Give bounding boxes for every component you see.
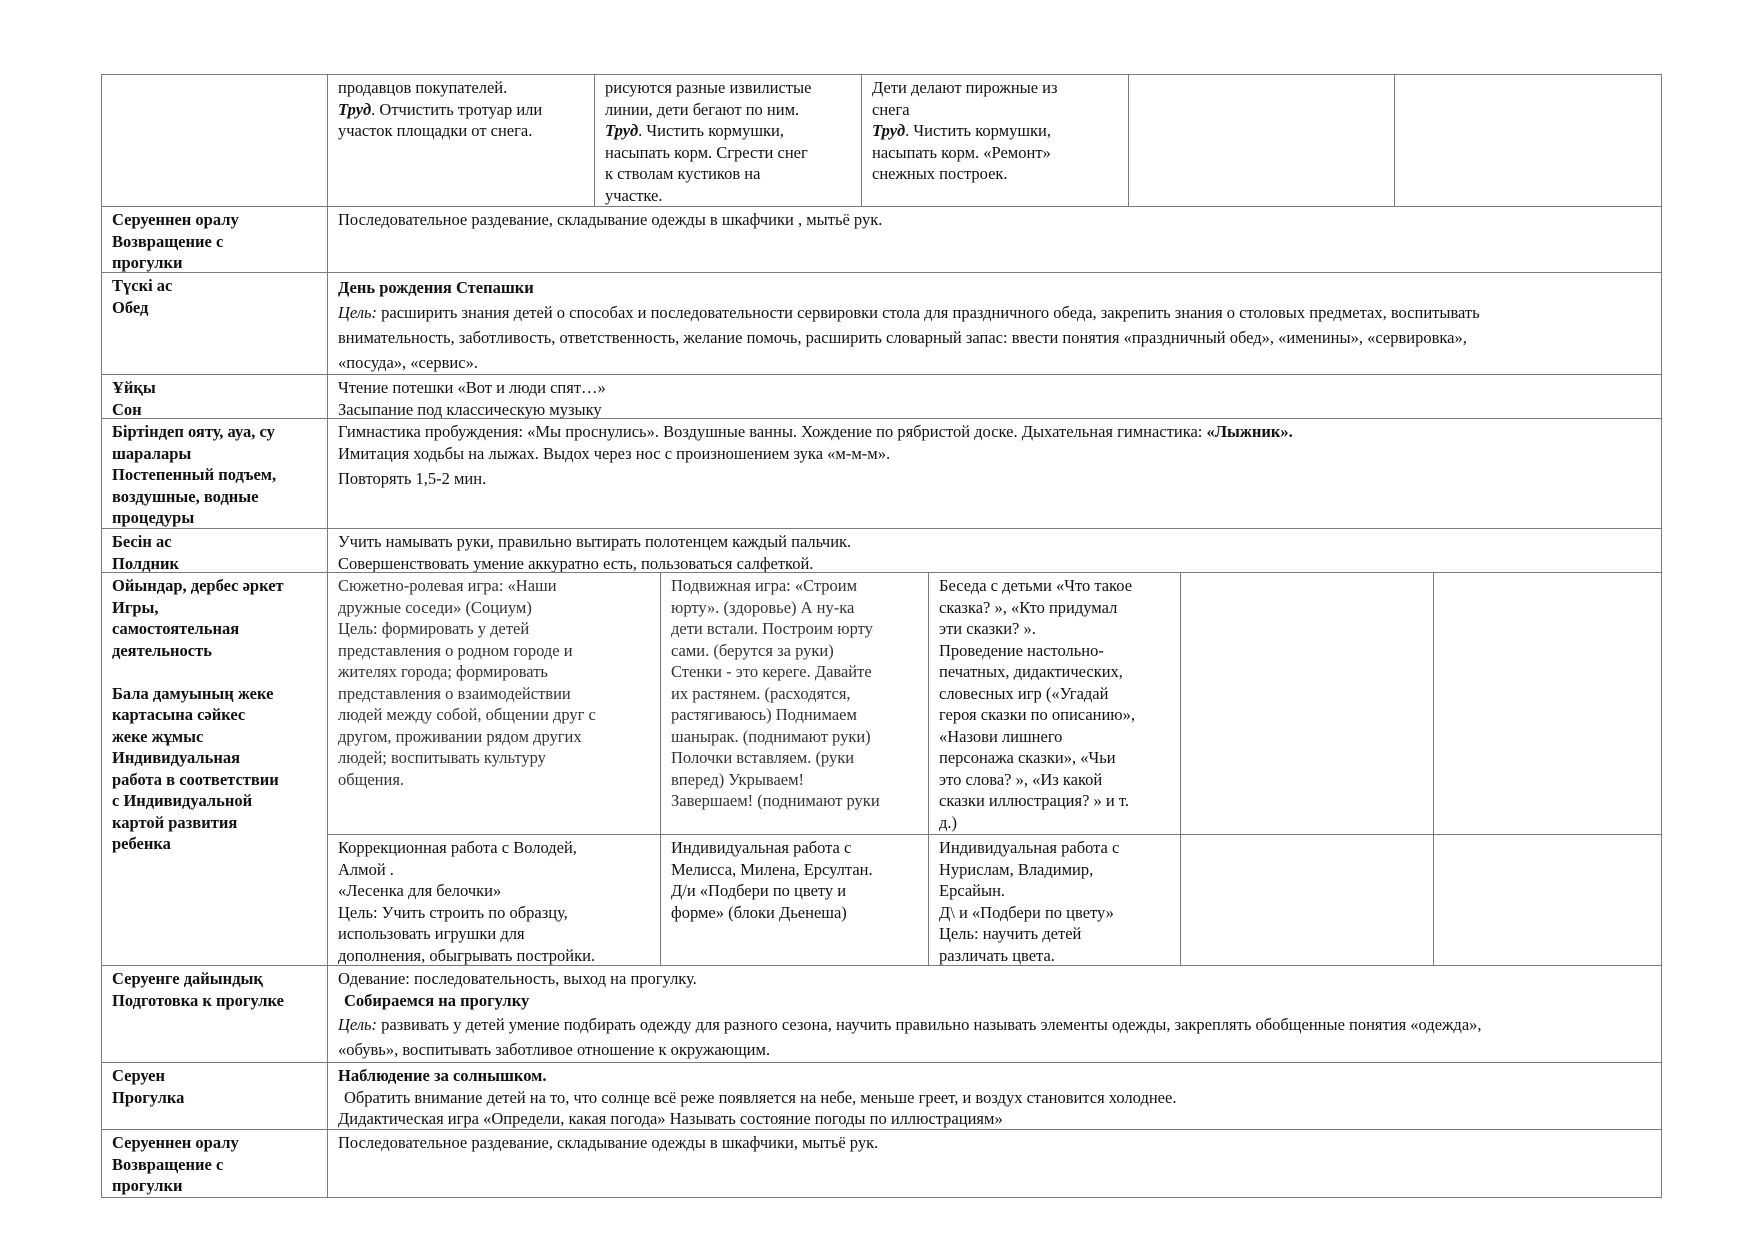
label-line: Бала дамуының жеке [112,683,274,703]
label-line: Бесін ас [112,532,172,551]
cell-line: это слова? », «Из какой [939,769,1103,789]
individual-cell-day1 [328,835,660,965]
cell-line: сказка? », «Кто придумал [939,597,1118,617]
label-line: работа в соответствии [112,769,279,789]
label-line: Постепенный подъем, [112,465,277,484]
cell-line: «обувь», воспитывать заботливое отношение к окружающим. [338,1039,771,1059]
label-line: Ойындар, дербес әркет [112,576,284,595]
cell-line: Полочки вставляем. (руки [671,748,855,767]
games-cell-day1 [328,573,660,834]
label-line: Подготовка к прогулке [112,990,284,1010]
return-content [328,207,1661,272]
return-content-2 [328,1130,1661,1197]
label-line: прогулки [112,253,183,272]
cell-line: другом, проживании рядом других [338,726,582,746]
exercise-name: «Лыжник». [1206,422,1293,441]
cell-line: словесных игр («Угадай [939,683,1109,703]
prepare-walk-content [328,966,1661,1062]
cell-line: участок площадки от снега. [338,121,533,140]
cell-line: Цель: формировать у детей [338,619,530,638]
walk-cell-day3: Дети делают пирожные из снега Труд. Чистить кормушки, насыпать корм. «Ремонт» снежных построек. [862,75,1128,206]
walk-title: Наблюдение за солнышком. [338,1066,547,1085]
cell-line: Отчистить тротуар или [379,99,543,119]
cell-line: линии, дети бегают по ним. [605,99,800,119]
cell-line: людей; воспитывать культуру [338,748,546,767]
cell-line: шанырак. (поднимают руки) [671,726,871,746]
cell-line: «Назови лишнего [939,726,1063,746]
label-line: Возвращение с [112,1154,224,1174]
cell-line: участке. [605,185,663,205]
label-line: Игры, [112,597,159,617]
cell-line: вперед) Укрываем! [671,769,805,789]
cell-line: героя сказки по описанию», [939,705,1136,724]
label-line: процедуры [112,508,195,527]
individual-cell-day3 [929,835,1180,965]
cell-line: насыпать корм. Сгрести снег [605,142,808,162]
cell-line: использовать игрушки для [338,924,525,943]
wakeup-content [328,419,1661,528]
cell-line: внимательность, заботливость, ответственность, желание помочь, расширить словарный запас: ввести понятия «праздничный обед», «именины», «сервировка», [338,328,1467,347]
cell-line: персонажа сказки», «Чьи [939,748,1116,767]
row-label-games [102,573,327,965]
snack-content [328,529,1661,572]
cell-line: «Лесенка для белочки» [338,881,502,900]
row-label-sleep [102,375,327,418]
cell-line: Ерсайын. [939,881,1006,900]
cell-line: жителях города; формировать [338,662,548,681]
cell-line: Завершаем! (поднимают руки [671,791,880,810]
label-line: Серуеннен оралу [112,1133,239,1152]
cell-line: печатных, дидактических, [939,662,1123,681]
label-line: деятельность [112,640,212,660]
row-label-return-2 [102,1130,327,1197]
cell-line: Последовательное раздевание, складывание одежды в шкафчики , мытьё рук. [338,210,883,229]
cell-line: к стволам кустиков на [605,164,761,183]
cell-line: Последовательное раздевание, складывание одежды в шкафчики, мытьё рук. [338,1133,879,1152]
labor-label: Труд [872,121,906,140]
goal-label: Цель: [338,303,378,322]
cell-line: растягиваюсь) Поднимаем [671,705,857,724]
cell-line: эти сказки? ». [939,619,1036,638]
cell-line: Д\ и «Подбери по цвету» [939,902,1114,922]
cell-line: Совершенствовать умение аккуратно есть, пользоваться салфеткой. [338,553,814,572]
walk-content [328,1063,1661,1129]
label-line: воздушные, водные [112,486,259,506]
cell-line: снежных построек. [872,164,1008,183]
cell-line: расширить знания детей о способах и последовательности сервировки стола для праздничного обеда, закрепить знания о столовых предметах, воспитывать [381,303,1480,322]
cell-line: Дидактическая игра «Определи, какая погода» Называть состояние погоды по иллюстрациям» [338,1109,1003,1128]
cell-line: Подвижная игра: «Строим [671,576,858,595]
cell-line: Алмой . [338,859,394,879]
lunch-title: День рождения Степашки [338,278,534,297]
cell-line: Мелисса, Милена, Ерсултан. [671,859,873,879]
label-line: Обед [112,297,149,317]
walk-cell-day1: продавцов покупателей. Труд. Отчистить тротуар или участок площадки от снега. [328,75,594,206]
cell-line: представления о родном городе и [338,640,573,660]
cell-line: снега [872,99,910,119]
label-line: Түскі ас [112,276,173,295]
labor-label: Труд [605,121,639,140]
cell-line: дети встали. Построим юрту [671,619,873,638]
label-line: Индивидуальная [112,748,241,767]
label-line: Серуенге дайындық [112,969,263,988]
cell-line: Беседа с детьми «Что такое [939,576,1133,595]
label-line: шаралары [112,443,192,463]
label-line: Сон [112,399,142,418]
cell-line: продавцов покупателей. [338,78,508,97]
cell-line: Индивидуальная работа с [939,838,1120,857]
label-line: Возвращение с [112,231,224,251]
label-line: Полдник [112,553,179,572]
cell-line: Засыпание под классическую музыку [338,399,602,418]
lunch-content [328,273,1661,374]
cell-line: Чистить кормушки, [646,121,784,140]
cell-line: форме» (блоки Дьенеша) [671,902,847,922]
sleep-content [328,375,1661,418]
cell-line: Повторять 1,5-2 мин. [338,469,487,488]
row-label-snack [102,529,327,572]
cell-line: юрту». (здоровье) А ну-ка [671,597,855,617]
row-label-wakeup [102,419,327,528]
cell-line: Нурислам, Владимир, [939,859,1094,879]
label-line: Серуеннен оралу [112,210,239,229]
cell-line: насыпать корм. «Ремонт» [872,142,1051,162]
cell-line: их растянем. (расходятся, [671,683,851,703]
cell-line: развивать у детей умение подбирать одежду для разного сезона, научить правильно называть элементы одежды, закреплять обобщенные понятия «одежда», [381,1015,1482,1034]
cell-line: Цель: научить детей [939,924,1082,943]
row-label-return [102,207,327,272]
cell-line: Проведение настольно- [939,640,1104,660]
row-label-prepare-walk [102,966,327,1062]
goal-label: Цель: [338,1015,378,1034]
cell-line: «посуда», «сервис». [338,353,478,372]
cell-line: дружные соседи» (Социум) [338,597,532,617]
cell-line: Коррекционная работа с Володей, [338,838,577,857]
label-line: с Индивидуальной [112,791,253,810]
row-label-walk [102,1063,327,1129]
cell-line: Обратить внимание детей на то, что солнце всё реже появляется на небе, меньше греет, и воздух становится холоднее. [344,1087,1177,1107]
prepare-title: Собираемся на прогулку [344,990,530,1010]
cell-line: Дети делают пирожные из [872,78,1058,97]
cell-line: Д/и «Подбери по цвету и [671,881,847,900]
cell-line: сказки иллюстрация? » и т. [939,791,1129,810]
label-line: картасына сәйкес [112,705,246,724]
label-line: Біртіндеп ояту, ауа, су [112,422,275,441]
cell-line: различать цвета. [939,945,1055,965]
row-label-lunch [102,273,327,374]
cell-line: Чтение потешки «Вот и люди спят…» [338,378,606,397]
label-line: ребенка [112,834,171,853]
cell-line: Индивидуальная работа с [671,838,852,857]
cell-line: Имитация ходьбы на лыжах. Выдох через нос с произношением зука «м-м-м». [338,443,891,463]
cell-line: Гимнастика пробуждения: «Мы проснулись». Воздушные ванны. Хождение по рябристой доске. Дыхательная гимнастика: [338,422,1203,441]
cell-line: дополнения, обыгрывать постройки. [338,945,596,965]
cell-line: д.) [939,812,958,832]
labor-label: Труд [338,99,372,119]
label-line: самостоятельная [112,619,240,638]
label-line: прогулки [112,1176,183,1195]
cell-line: Чистить кормушки, [913,121,1051,140]
cell-line: Цель: Учить строить по образцу, [338,902,568,922]
cell-line: Сюжетно-ролевая игра: «Наши [338,576,557,595]
label-line: картой развития [112,812,238,832]
cell-line: рисуются разные извилистые [605,78,812,97]
cell-line: представления о взаимодействии [338,683,571,703]
individual-cell-day2 [661,835,928,965]
label-line: Серуен [112,1066,165,1085]
label-line: жеке жұмыс [112,726,204,746]
games-cell-day3 [929,573,1180,834]
cell-line: Стенки - это кереге. Давайте [671,662,872,681]
cell-line: сами. (берутся за руки) [671,640,834,660]
label-line: Ұйқы [112,378,156,397]
walk-cell-day2: рисуются разные извилистые линии, дети бегают по ним. Труд. Чистить кормушки, насыпать корм. Сгрести снег к стволам кустиков на участке. [595,75,861,206]
cell-line: Одевание: последовательность, выход на прогулку. [338,969,697,988]
cell-line: Учить намывать руки, правильно вытирать полотенцем каждый пальчик. [338,532,852,551]
label-line: Прогулка [112,1087,185,1107]
cell-line: общения. [338,769,405,789]
games-cell-day2 [661,573,928,834]
cell-line: людей между собой, общении друг с [338,705,596,724]
